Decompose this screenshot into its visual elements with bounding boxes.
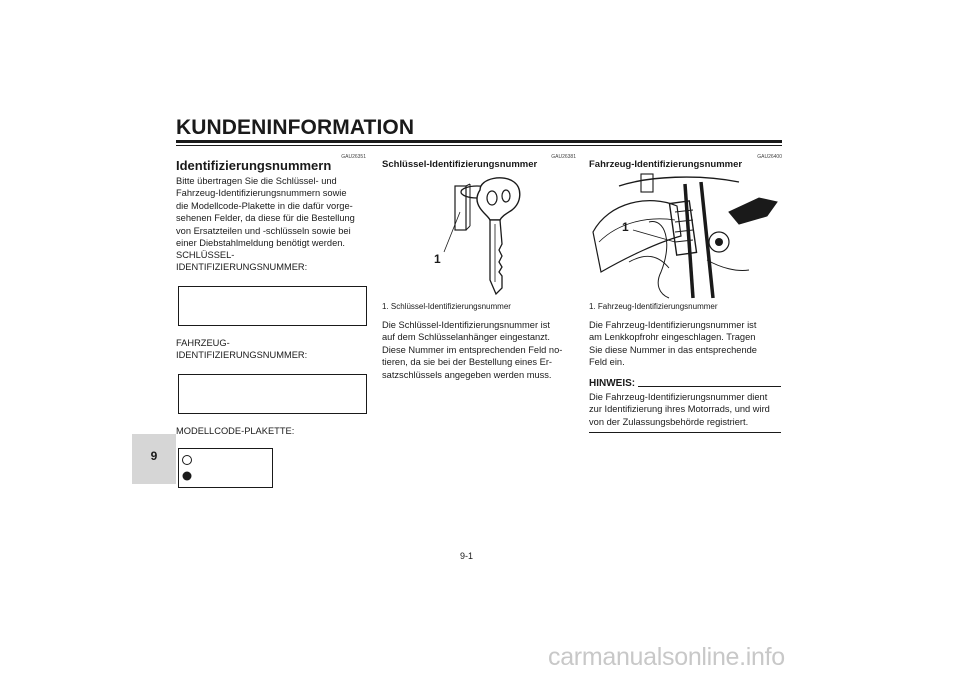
vehicle-paragraph: [589, 319, 783, 369]
key-number-label: [176, 249, 307, 274]
key-icon: [380, 172, 575, 300]
watermark: carmanualsonline.info: [548, 643, 785, 671]
text-line: von Ersatzteilen und -schlüsseln sowie bei: [176, 225, 351, 236]
figure-callout: 1: [622, 220, 629, 234]
model-code-label: MODELLCODE-PLAKETTE:: [176, 426, 295, 436]
section-heading: Identifizierungsnummern: [176, 158, 332, 173]
figure-caption: 1. Schlüssel-Identifizierungsnummer: [382, 302, 511, 311]
motorcycle-frame-icon: [589, 172, 782, 300]
text-line: Fahrzeug-Identifizierungsnummern sowie: [176, 188, 347, 199]
section-heading: Fahrzeug-Identifizierungsnummer: [589, 159, 743, 170]
text-line: IDENTIFIZIERUNGSNUMMER:: [176, 262, 308, 273]
text-line: auf dem Schlüsselanhänger eingestanzt.: [382, 332, 550, 343]
model-plate-rivets: [179, 449, 272, 487]
text-line: Sie diese Nummer in das entsprechende: [589, 344, 757, 355]
text-line: zur Identifizierung ihres Motorrads, und wird: [589, 404, 770, 415]
frame-illustration: [589, 172, 782, 300]
chapter-tab: 9: [132, 434, 176, 484]
text-line: Feld ein.: [589, 357, 625, 368]
note-rule-bottom: [589, 432, 781, 433]
text-line: satzschlüssels angegeben werden muss.: [382, 369, 552, 380]
section-code: GAU26351: [341, 154, 366, 160]
figure-callout: 1: [434, 252, 441, 266]
vehicle-number-label: [176, 337, 307, 362]
text-line: SCHLÜSSEL-: [176, 250, 235, 260]
page-number: 9-1: [460, 551, 474, 561]
intro-paragraph: [176, 175, 372, 249]
page-title: KUNDENINFORMATION: [176, 116, 415, 139]
text-line: Die Fahrzeug-Identifizierungsnummer dient: [589, 392, 768, 402]
title-rule-thin: [176, 145, 782, 146]
text-line: Die Fahrzeug-Identifizierungsnummer ist: [589, 320, 757, 330]
text-line: IDENTIFIZIERUNGSNUMMER:: [176, 350, 308, 361]
text-line: am Lenkkopfrohr eingeschlagen. Tragen: [589, 332, 756, 343]
text-line: tieren, da sie bei der Bestellung eines Er-: [382, 357, 553, 368]
model-code-field[interactable]: [178, 448, 273, 488]
note-text: [589, 391, 785, 428]
key-paragraph: [382, 319, 578, 381]
key-number-field[interactable]: [178, 286, 367, 326]
text-line: von der Zulassungsbehörde registriert.: [589, 416, 749, 427]
section-code: GAU26400: [757, 154, 782, 160]
section-code: GAU26381: [551, 154, 576, 160]
text-line: Die Schlüssel-Identifizierungsnummer ist: [382, 320, 550, 330]
section-heading: Schlüssel-Identifizierungsnummer: [382, 159, 538, 170]
vehicle-number-field[interactable]: [178, 374, 367, 414]
text-line: einer Diebstahlmeldung benötigt werden.: [176, 238, 346, 249]
text-line: Diese Nummer im entsprechenden Feld no-: [382, 344, 563, 355]
title-rule: [176, 140, 782, 143]
text-line: sehenen Felder, da diese für die Bestellung: [176, 213, 355, 224]
note-label: HINWEIS:: [589, 378, 636, 389]
key-illustration: [380, 172, 575, 300]
text-line: die Modellcode-Plakette in die dafür vorge-: [176, 200, 353, 211]
note-rule-top: [638, 386, 781, 387]
text-line: FAHRZEUG-: [176, 338, 230, 348]
text-line: Bitte übertragen Sie die Schlüssel- und: [176, 176, 337, 186]
figure-caption: 1. Fahrzeug-Identifizierungsnummer: [589, 302, 718, 311]
